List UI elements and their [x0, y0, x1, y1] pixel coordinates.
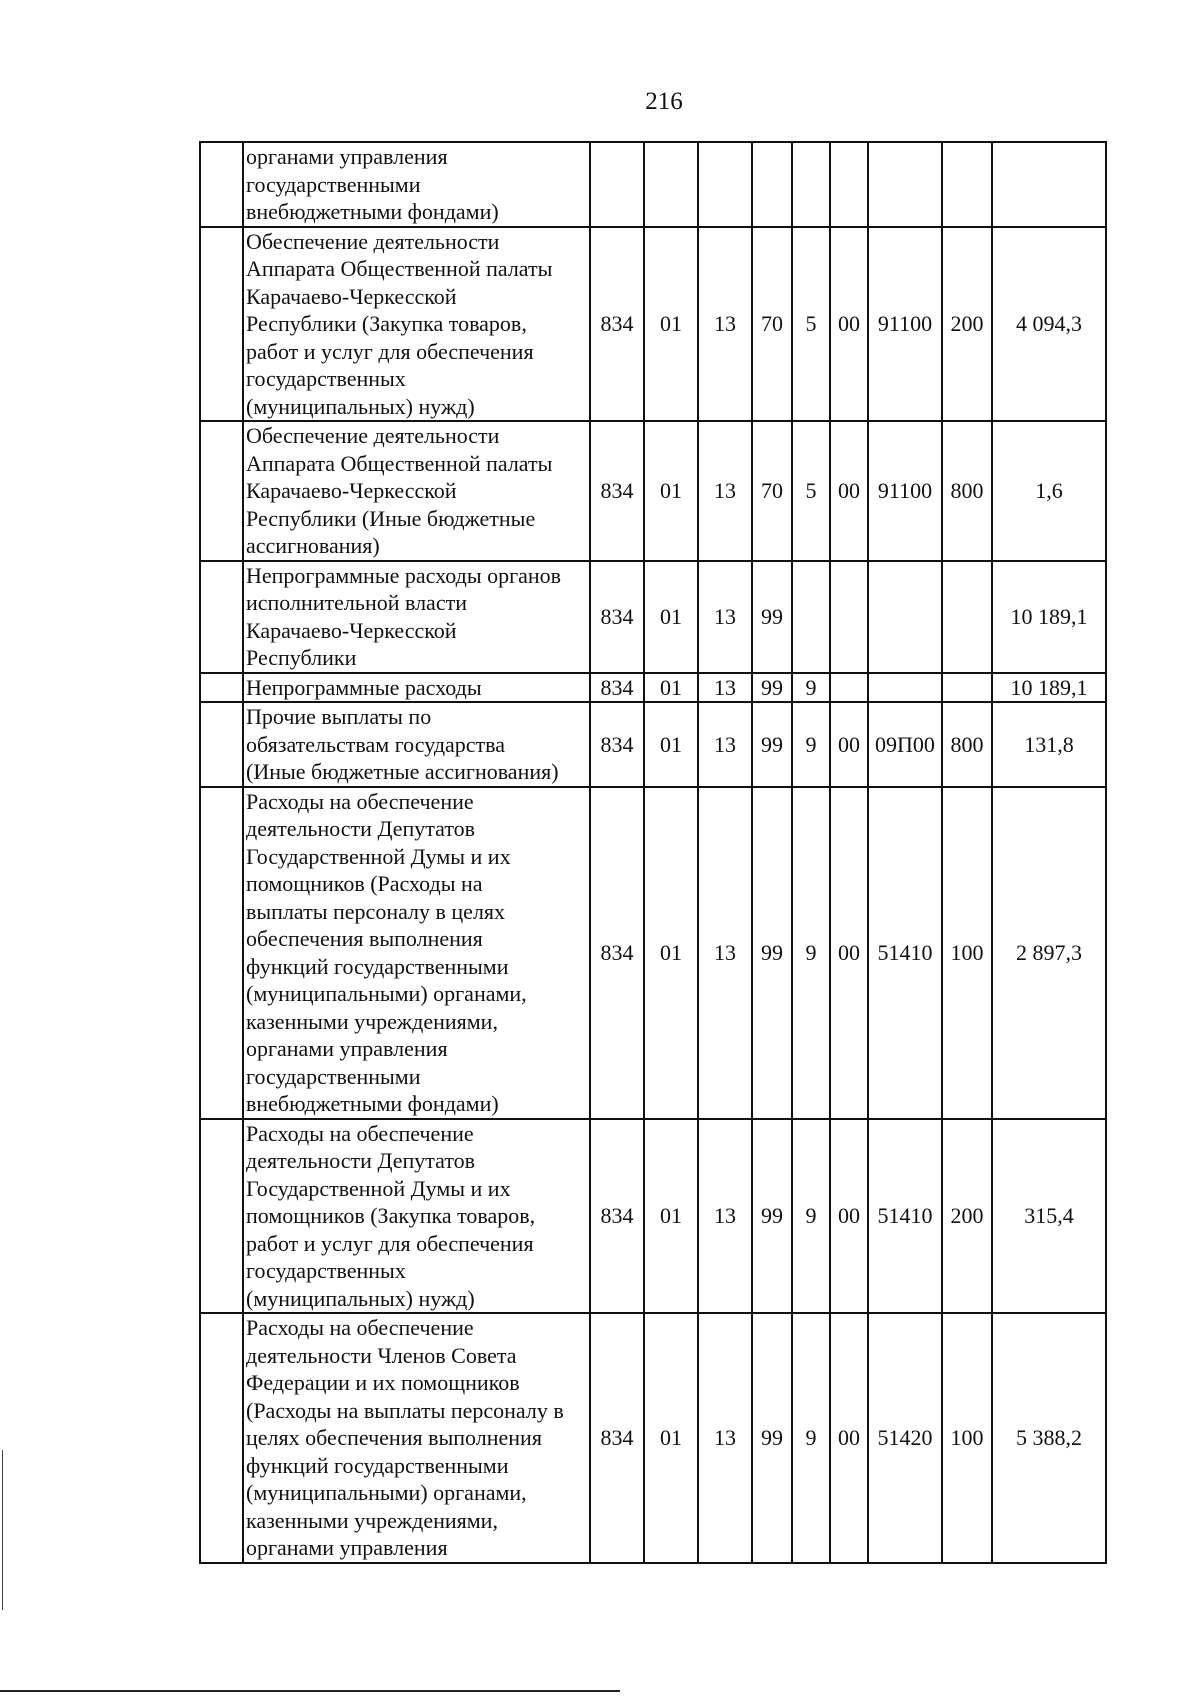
expense-type-code-cell: 800: [942, 421, 992, 561]
subprogram-code-cell: 5: [792, 421, 830, 561]
program-code-cell: [752, 142, 792, 227]
direction-code-cell: [868, 142, 942, 227]
admin-code-cell: 834: [590, 1119, 644, 1314]
section-code-cell: 01: [644, 702, 698, 787]
direction-code-cell: 51420: [868, 1313, 942, 1563]
amount-cell: 2 897,3: [992, 787, 1106, 1119]
subsection-code-cell: 13: [698, 561, 752, 673]
row-number-cell: [200, 1313, 243, 1563]
main-event-code-cell: [830, 673, 868, 703]
section-code-cell: 01: [644, 1119, 698, 1314]
admin-code-cell: 834: [590, 702, 644, 787]
direction-code-cell: [868, 673, 942, 703]
amount-cell: [992, 142, 1106, 227]
description-cell: Прочие выплаты по обязательствам государства (Иные бюджетные ассигнования): [243, 702, 590, 787]
admin-code-cell: 834: [590, 227, 644, 422]
page-bottom-line: [0, 1690, 620, 1692]
amount-cell: 10 189,1: [992, 673, 1106, 703]
budget-table: [199, 141, 1107, 1564]
amount-cell: 315,4: [992, 1119, 1106, 1314]
page-left-edge-mark: [2, 1450, 3, 1610]
main-event-code-cell: 00: [830, 421, 868, 561]
section-code-cell: 01: [644, 1313, 698, 1563]
amount-cell: 10 189,1: [992, 561, 1106, 673]
amount-cell: 4 094,3: [992, 227, 1106, 422]
section-code-cell: 01: [644, 561, 698, 673]
main-event-code-cell: 00: [830, 787, 868, 1119]
row-number-cell: [200, 787, 243, 1119]
row-number-cell: [200, 702, 243, 787]
admin-code-cell: 834: [590, 787, 644, 1119]
admin-code-cell: 834: [590, 1313, 644, 1563]
section-code-cell: 01: [644, 421, 698, 561]
main-event-code-cell: 00: [830, 1313, 868, 1563]
subsection-code-cell: 13: [698, 673, 752, 703]
table-row: [200, 1119, 1106, 1314]
subprogram-code-cell: 9: [792, 1119, 830, 1314]
table-row: [200, 142, 1106, 227]
subprogram-code-cell: 9: [792, 1313, 830, 1563]
table-row: [200, 561, 1106, 673]
table-row: [200, 227, 1106, 422]
subsection-code-cell: 13: [698, 787, 752, 1119]
description-cell: Непрограммные расходы: [243, 673, 590, 703]
direction-code-cell: 09П00: [868, 702, 942, 787]
description-cell: Непрограммные расходы органов исполнительной власти Карачаево-Черкесской Республики: [243, 561, 590, 673]
table-body: [200, 142, 1106, 1563]
description-cell: Расходы на обеспечение деятельности Депутатов Государственной Думы и их помощников (Расходы на выплаты персоналу в целях обеспечения выполнения функций государственными (муниципальными) органами, казенными учреждениями, органами управления государственными внебюджетными фондами): [243, 787, 590, 1119]
subprogram-code-cell: 9: [792, 702, 830, 787]
description-cell: органами управления государственными внебюджетными фондами): [243, 142, 590, 227]
program-code-cell: 99: [752, 1313, 792, 1563]
amount-cell: 131,8: [992, 702, 1106, 787]
description-cell: Обеспечение деятельности Аппарата Общественной палаты Карачаево-Черкесской Республики (Иные бюджетные ассигнования): [243, 421, 590, 561]
subprogram-code-cell: 9: [792, 787, 830, 1119]
subprogram-code-cell: [792, 561, 830, 673]
table-row: [200, 787, 1106, 1119]
program-code-cell: 99: [752, 787, 792, 1119]
direction-code-cell: 51410: [868, 787, 942, 1119]
subsection-code-cell: 13: [698, 227, 752, 422]
description-cell: Расходы на обеспечение деятельности Членов Совета Федерации и их помощников (Расходы на выплаты персоналу в целях обеспечения выполнения функций государственными (муниципальными) органами, казенными учреждениями, органами управления: [243, 1313, 590, 1563]
program-code-cell: 99: [752, 561, 792, 673]
description-cell: Расходы на обеспечение деятельности Депутатов Государственной Думы и их помощников (Закупка товаров, работ и услуг для обеспечения государственных (муниципальных) нужд): [243, 1119, 590, 1314]
section-code-cell: [644, 142, 698, 227]
direction-code-cell: 51410: [868, 1119, 942, 1314]
main-event-code-cell: [830, 561, 868, 673]
direction-code-cell: [868, 561, 942, 673]
subsection-code-cell: [698, 142, 752, 227]
table-row: [200, 673, 1106, 703]
program-code-cell: 99: [752, 1119, 792, 1314]
subprogram-code-cell: 5: [792, 227, 830, 422]
row-number-cell: [200, 142, 243, 227]
program-code-cell: 99: [752, 702, 792, 787]
row-number-cell: [200, 561, 243, 673]
expense-type-code-cell: 100: [942, 1313, 992, 1563]
subprogram-code-cell: 9: [792, 673, 830, 703]
row-number-cell: [200, 421, 243, 561]
amount-cell: 5 388,2: [992, 1313, 1106, 1563]
expense-type-code-cell: 100: [942, 787, 992, 1119]
table-row: [200, 702, 1106, 787]
admin-code-cell: 834: [590, 673, 644, 703]
expense-type-code-cell: [942, 142, 992, 227]
main-event-code-cell: 00: [830, 1119, 868, 1314]
table-row: [200, 421, 1106, 561]
subprogram-code-cell: [792, 142, 830, 227]
description-cell: Обеспечение деятельности Аппарата Общественной палаты Карачаево-Черкесской Республики (Закупка товаров, работ и услуг для обеспечения государственных (муниципальных) нужд): [243, 227, 590, 422]
program-code-cell: 70: [752, 421, 792, 561]
expense-type-code-cell: [942, 673, 992, 703]
expense-type-code-cell: [942, 561, 992, 673]
page-number: 216: [645, 88, 683, 115]
admin-code-cell: 834: [590, 561, 644, 673]
main-event-code-cell: 00: [830, 227, 868, 422]
program-code-cell: 70: [752, 227, 792, 422]
admin-code-cell: [590, 142, 644, 227]
expense-type-code-cell: 800: [942, 702, 992, 787]
main-event-code-cell: [830, 142, 868, 227]
section-code-cell: 01: [644, 227, 698, 422]
subsection-code-cell: 13: [698, 702, 752, 787]
expense-type-code-cell: 200: [942, 227, 992, 422]
subsection-code-cell: 13: [698, 421, 752, 561]
expense-type-code-cell: 200: [942, 1119, 992, 1314]
subsection-code-cell: 13: [698, 1119, 752, 1314]
direction-code-cell: 91100: [868, 421, 942, 561]
subsection-code-cell: 13: [698, 1313, 752, 1563]
admin-code-cell: 834: [590, 421, 644, 561]
direction-code-cell: 91100: [868, 227, 942, 422]
row-number-cell: [200, 673, 243, 703]
program-code-cell: 99: [752, 673, 792, 703]
amount-cell: 1,6: [992, 421, 1106, 561]
main-event-code-cell: 00: [830, 702, 868, 787]
table-row: [200, 1313, 1106, 1563]
row-number-cell: [200, 227, 243, 422]
section-code-cell: 01: [644, 787, 698, 1119]
row-number-cell: [200, 1119, 243, 1314]
section-code-cell: 01: [644, 673, 698, 703]
